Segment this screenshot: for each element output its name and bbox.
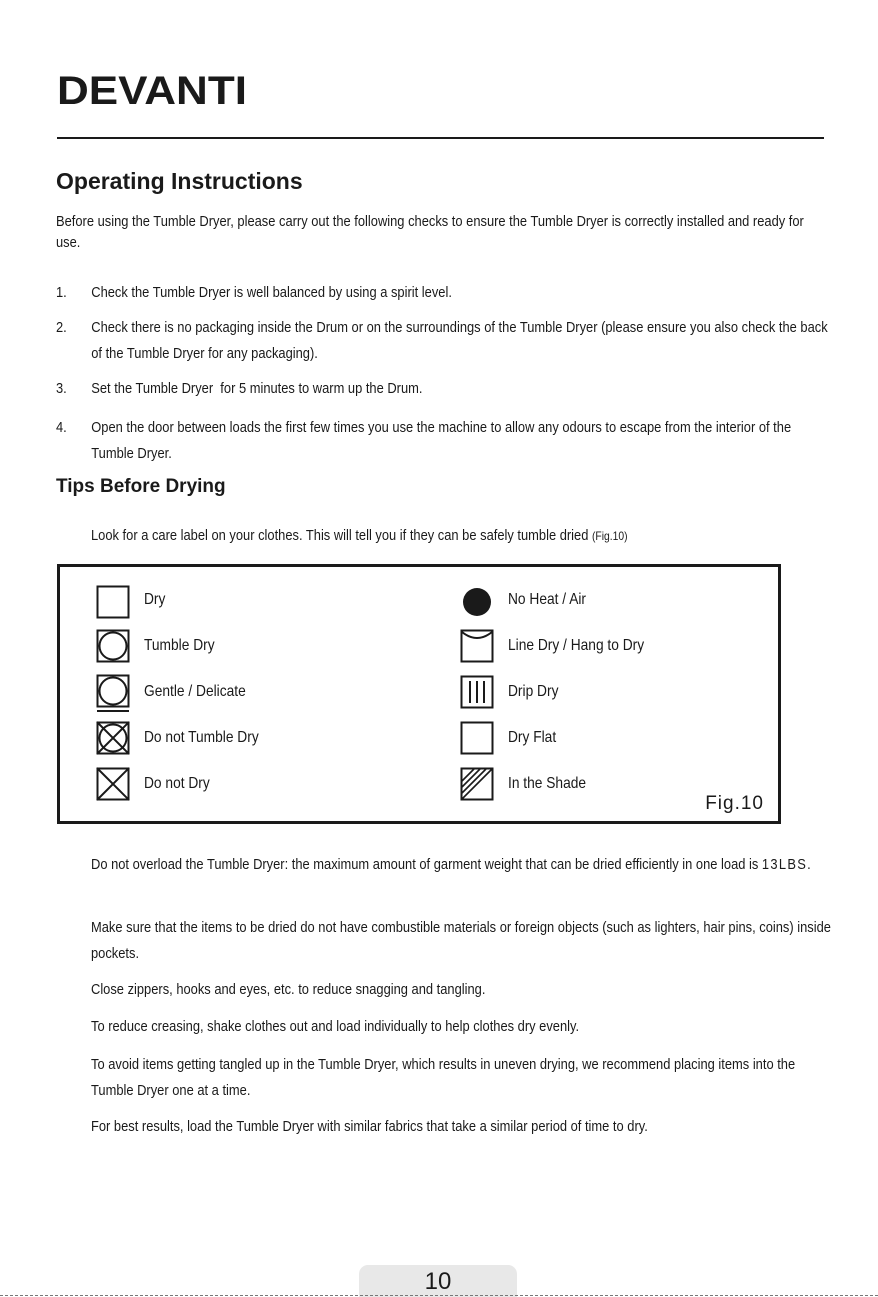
tips-intro-text: Look for a care label on your clothes. This will tell you if they can be safely tumble dried [91,527,589,544]
symbol-label: No Heat / Air [508,591,587,608]
tip-paragraph: To reduce creasing, shake clothes out and load individually to help clothes dry evenly. [91,1018,580,1035]
tip-paragraph [91,852,839,878]
drip-dry-icon [460,675,494,709]
step-text: Open the door between loads the first few times you use the machine to allow any odours to escape from the interior of the Tumble Dryer. [91,419,792,462]
tip-suffix: . [807,856,811,873]
step-number: 4. [56,419,67,436]
tip-paragraph: Make sure that the items to be dried do not have combustible materials or foreign objects (such as lighters, hair pins, coins) inside pockets. [91,919,831,962]
symbol-label: Tumble Dry [144,637,215,654]
symbol-label: In the Shade [508,775,587,792]
dry-flat-icon [460,721,494,755]
step-number: 3. [56,380,67,397]
tip-paragraph: To avoid items getting tangled up in the Tumble Dryer, which results in uneven drying, we recommend placing items into the Tumble Dryer one at a time. [91,1056,796,1099]
symbol-label: Line Dry / Hang to Dry [508,637,645,654]
tips-heading: Tips Before Drying [56,476,226,497]
care-symbols-figure [57,564,781,824]
page-title: Operating Instructions [56,168,303,194]
symbol-label: Dry [144,591,166,608]
max-load-value: 13LBS [761,856,808,873]
list-item [56,315,830,367]
list-item [56,415,830,467]
tip-text: Do not overload the Tumble Dryer: the maximum amount of garment weight that can be dried efficiently in one load is [91,856,762,873]
symbol-label: Do not Dry [144,775,210,792]
step-number: 2. [56,319,67,336]
dry-icon [96,585,130,619]
step-number: 1. [56,284,67,301]
header-divider [57,137,824,139]
figure-label: Fig.10 [705,793,764,814]
figure-reference: (Fig.10) [591,529,628,543]
page-number: 10 [424,1268,452,1295]
symbol-label: Do not Tumble Dry [144,729,259,746]
step-text: Set the Tumble Dryer for 5 minutes to warm up the Drum. [91,380,423,397]
step-text: Check there is no packaging inside the Drum or on the surroundings of the Tumble Dryer (please ensure you also check the back of the Tumble Dryer for any packaging). [91,319,828,362]
do-not-dry-icon [96,767,130,801]
symbol-label: Drip Dry [508,683,559,700]
do-not-tumble-dry-icon [96,721,130,755]
tip-paragraph: For best results, load the Tumble Dryer with similar fabrics that take a similar period of time to dry. [91,1118,648,1135]
tips-intro [91,525,779,547]
symbol-label: Dry Flat [508,729,557,746]
intro-paragraph: Before using the Tumble Dryer, please carry out the following checks to ensure the Tumble Dryer is correctly installed and ready for use. [56,213,804,251]
tumble-dry-icon [96,629,130,663]
list-item [56,280,830,305]
no-heat-air-icon [460,585,494,619]
gentle-delicate-icon [96,674,130,714]
svg-text:DEVANTI: DEVANTI [57,72,247,106]
line-dry-icon [460,629,494,663]
devanti-logo [57,72,252,106]
in-the-shade-icon [460,767,494,801]
step-text: Check the Tumble Dryer is well balanced by using a spirit level. [91,284,452,301]
tip-paragraph: Close zippers, hooks and eyes, etc. to reduce snagging and tangling. [91,981,486,998]
symbol-label: Gentle / Delicate [144,683,246,700]
footer-divider [0,1295,878,1296]
list-item [56,376,830,401]
